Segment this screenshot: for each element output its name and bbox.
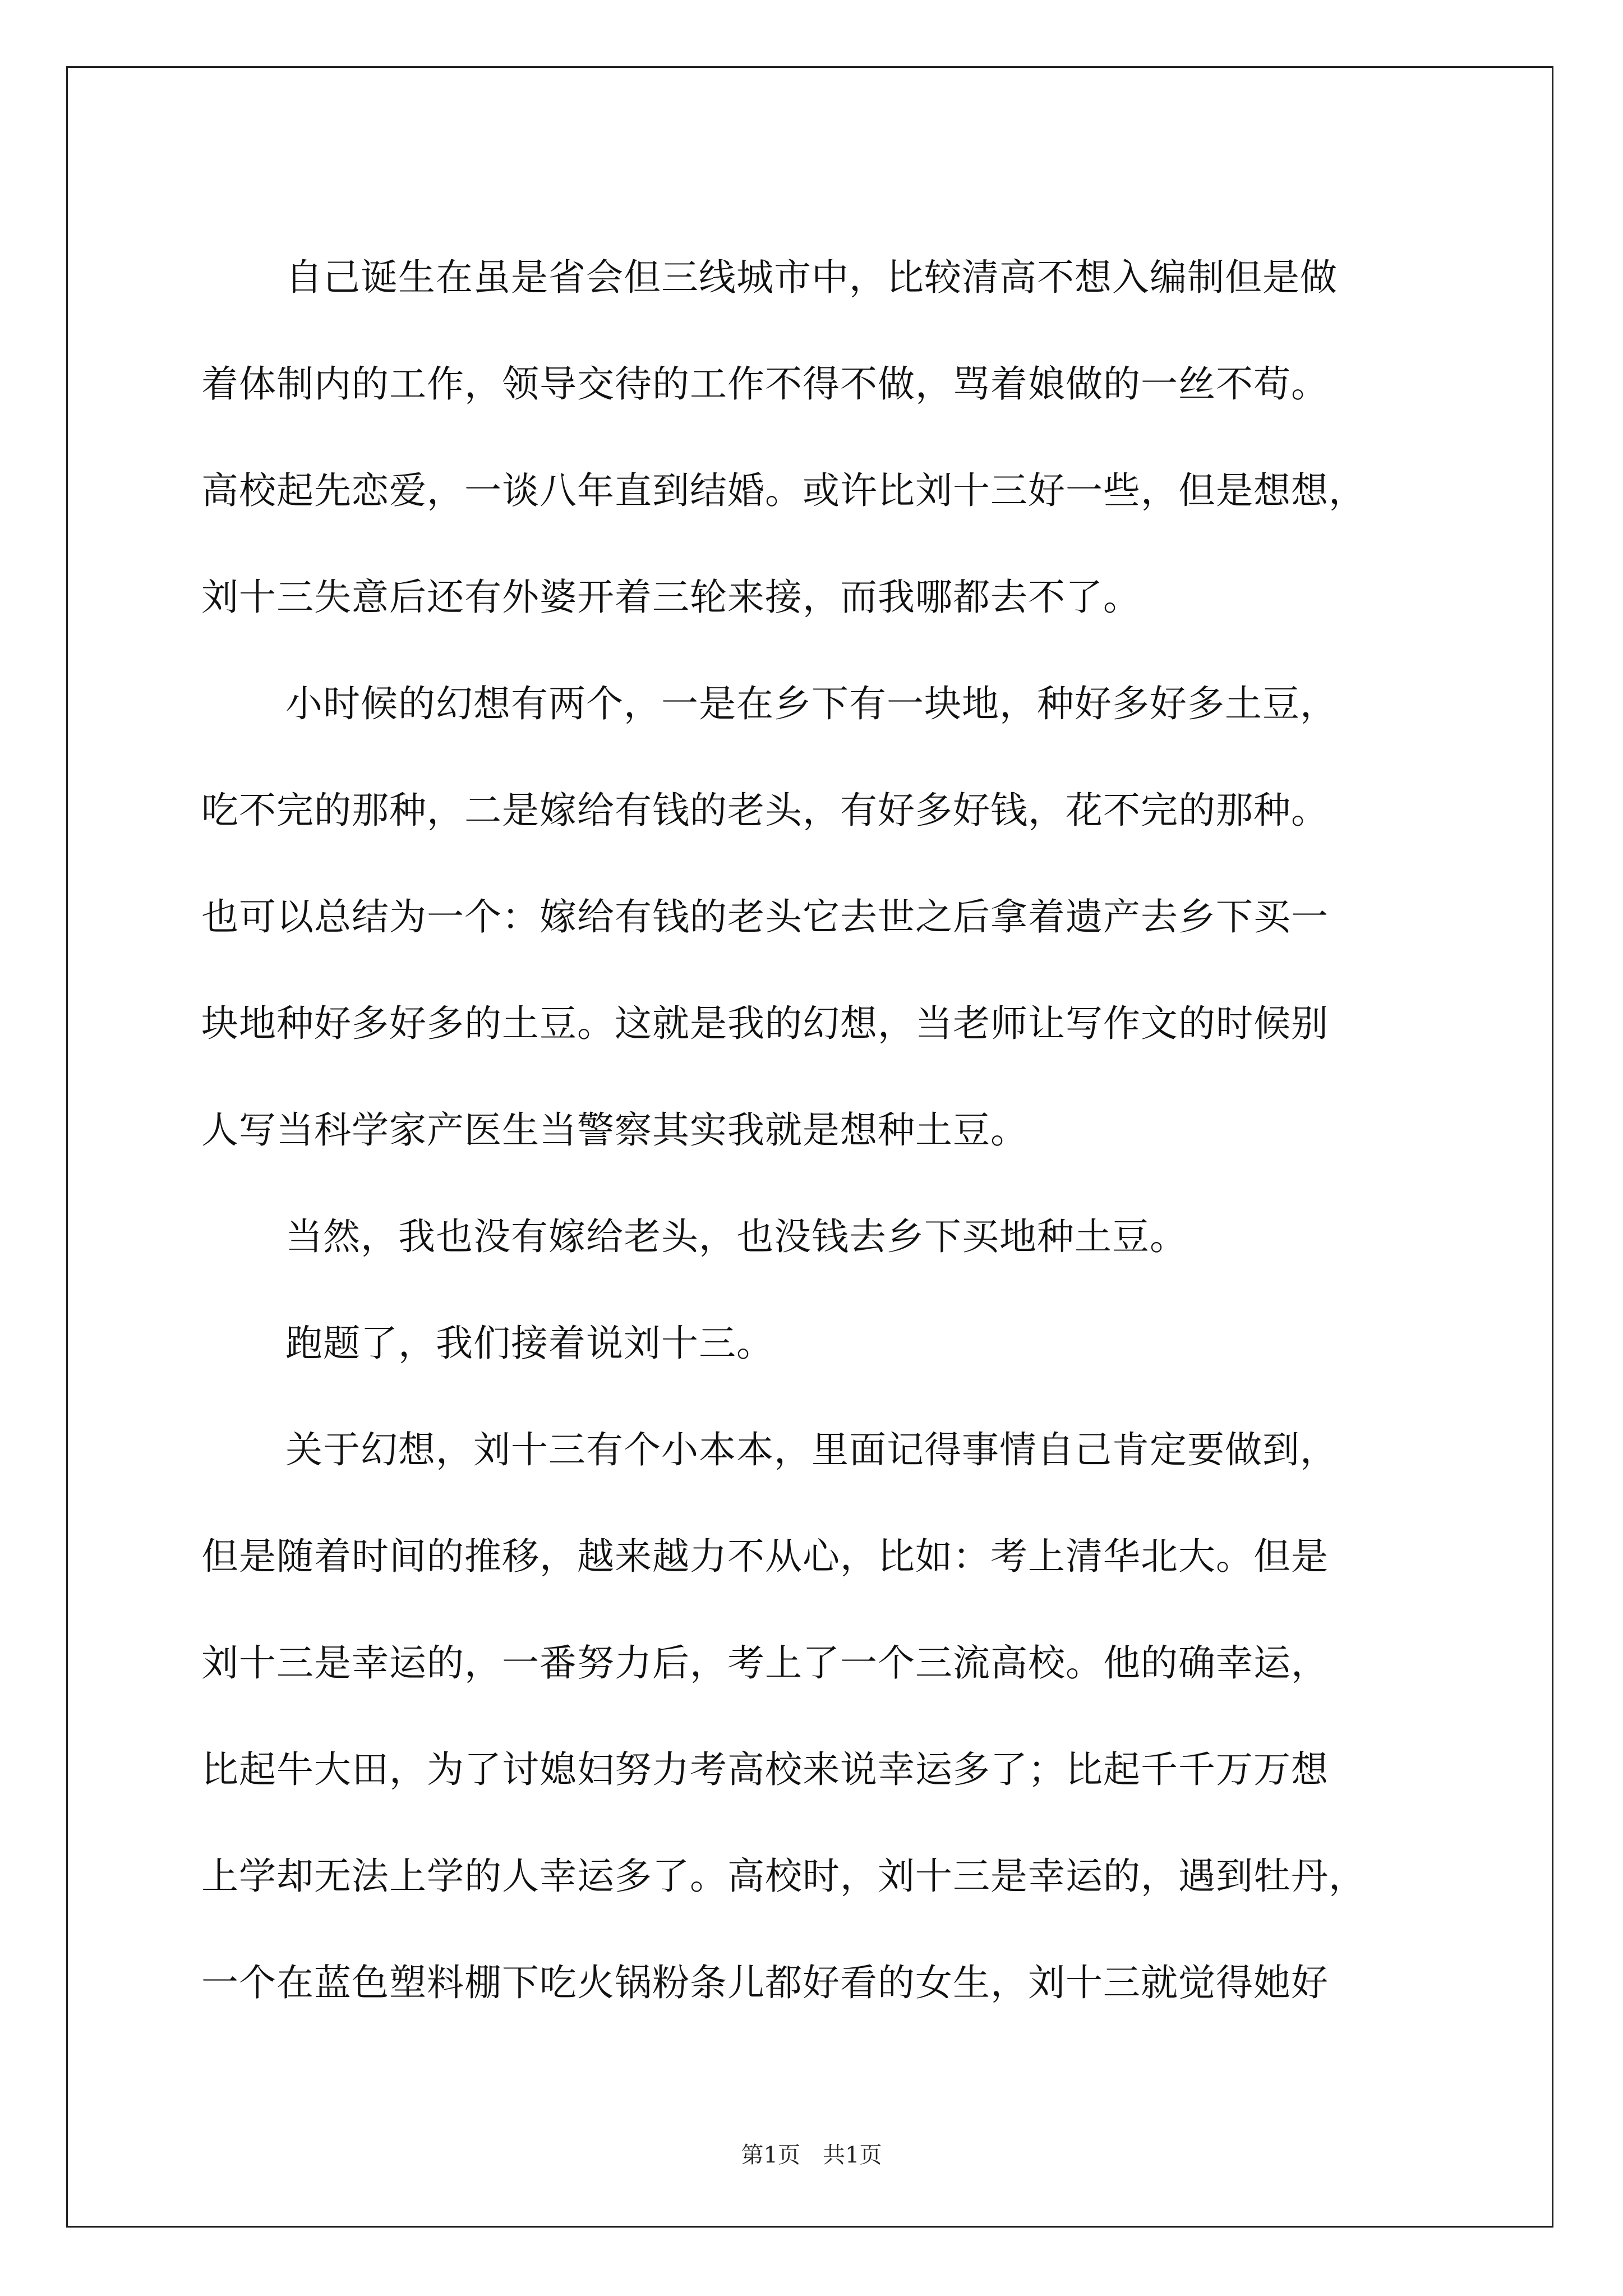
paragraph-line: 刘十三是幸运的，一番努力后，考上了一个三流高校。他的确幸运， xyxy=(201,1641,1329,1685)
paragraph-line: 块地种好多好多的土豆。这就是我的幻想，当老师让写作文的时候别 xyxy=(201,1002,1329,1045)
paragraph-line: 当然，我也没有嫁给老头，也没钱去乡下买地种土豆。 xyxy=(285,1215,1187,1258)
paragraph-line: 自己诞生在虽是省会但三线城市中，比较清高不想入编制但是做 xyxy=(285,256,1338,299)
paragraph-line: 着体制内的工作，领导交待的工作不得不做，骂着娘做的一丝不苟。 xyxy=(201,362,1329,406)
paragraph-line: 吃不完的那种，二是嫁给有钱的老头，有好多好钱，花不完的那种。 xyxy=(201,789,1329,832)
paragraph-line: 但是随着时间的推移，越来越力不从心，比如：考上清华北大。但是 xyxy=(201,1535,1329,1578)
document-body xyxy=(201,224,1469,2036)
paragraph-line: 关于幻想，刘十三有个小本本，里面记得事情自己肯定要做到， xyxy=(285,1428,1338,1471)
paragraph-line: 跑题了，我们接着说刘十三。 xyxy=(285,1322,774,1365)
paragraph-line: 高校起先恋爱，一谈八年直到结婚。或许比刘十三好一些，但是想想， xyxy=(201,469,1366,512)
paragraph-line: 比起牛大田，为了讨媳妇努力考高校来说幸运多了；比起千千万万想 xyxy=(201,1748,1329,1791)
page-number: 第1页 共1页 xyxy=(741,2142,882,2168)
paragraph-line: 刘十三失意后还有外婆开着三轮来接，而我哪都去不了。 xyxy=(201,576,1141,619)
paragraph-line: 上学却无法上学的人幸运多了。高校时，刘十三是幸运的，遇到牡丹， xyxy=(201,1855,1366,1898)
paragraph-line: 也可以总结为一个：嫁给有钱的老头它去世之后拿着遗产去乡下买一 xyxy=(201,895,1329,938)
paragraph-line: 人写当科学家产医生当警察其实我就是想种土豆。 xyxy=(201,1108,1028,1152)
paragraph-line: 一个在蓝色塑料棚下吃火锅粉条儿都好看的女生，刘十三就觉得她好 xyxy=(201,1961,1329,2004)
paragraph-line: 小时候的幻想有两个，一是在乡下有一块地，种好多好多土豆， xyxy=(285,682,1338,725)
